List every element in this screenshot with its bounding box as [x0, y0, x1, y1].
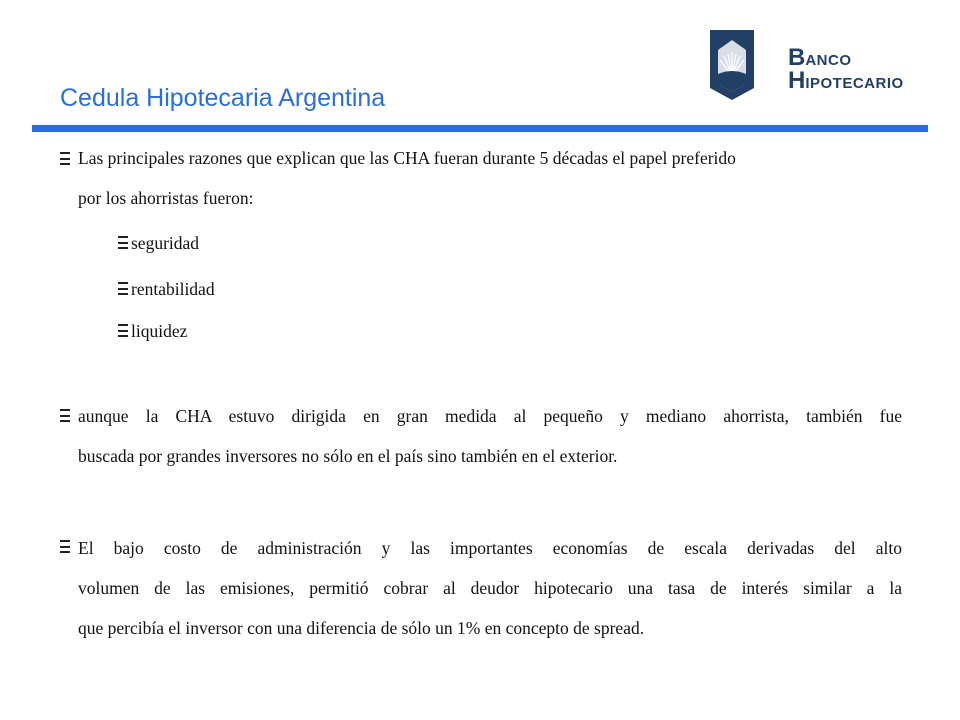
brand-name: BANCO HIPOTECARIO — [788, 44, 904, 94]
triple-bar-icon — [60, 409, 70, 422]
list-item-liquidez: liquidez — [131, 321, 188, 341]
triple-bar-icon — [118, 324, 128, 337]
paragraph-reasons: Las principales razones que explican que las CHA fueran durante 5 décadas el papel preferido por los ahorristas fueron: — [78, 148, 736, 208]
list-item-seguridad: seguridad — [131, 233, 200, 253]
triple-bar-icon — [60, 540, 70, 553]
page-title: Cedula Hipotecaria Argentina — [60, 84, 386, 112]
paragraph-investors: aunque la CHA estuvo dirigida en gran medida al pequeño y mediano ahorrista, también fue buscada por grandes inversores no sólo en el país sino también en el exterior. — [78, 406, 902, 466]
paragraph-costs: El bajo costo de administración y las importantes economías de escala derivadas del alto volumen de las emisiones, permitió cobrar al deudor hipotecario una tasa de interés similar a la que percibía el inversor con una diferencia de sólo un 1% en concepto de spread. — [78, 538, 902, 638]
triple-bar-icon — [118, 236, 128, 249]
header-divider — [32, 125, 928, 132]
logo-shield-icon — [710, 30, 754, 100]
list-item-rentabilidad: rentabilidad — [131, 279, 215, 299]
triple-bar-icon — [118, 282, 128, 295]
triple-bar-icon — [60, 152, 70, 165]
